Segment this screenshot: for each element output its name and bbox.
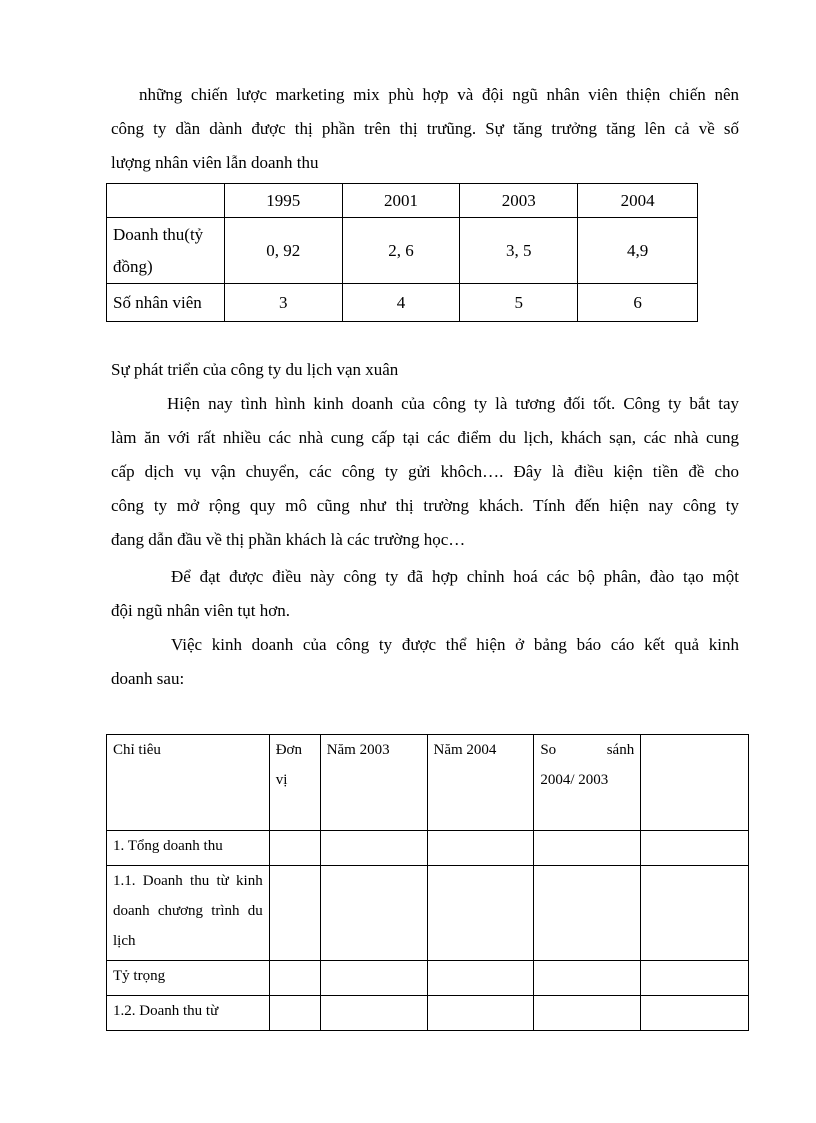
row-label: Doanh thu(tỷ đồng)	[107, 218, 225, 284]
table-row	[107, 866, 749, 961]
col-header-don-vi: Đơn vị	[269, 735, 320, 831]
col-header-nam-2004: Năm 2004	[427, 735, 534, 831]
table-cell: 4	[342, 284, 460, 322]
table-header-row	[107, 184, 698, 218]
col-header-nam-2003: Năm 2003	[320, 735, 427, 831]
para1-line-2: làm ăn với rất nhiều các nhà cung cấp tại các điểm du lịch, khách sạn, các nhà cung	[111, 428, 739, 447]
table-cell: 2, 6	[342, 218, 460, 284]
table-cell: 6	[578, 284, 698, 322]
table-cell: 0, 92	[224, 218, 342, 284]
table-cell: 5	[460, 284, 578, 322]
table-row	[107, 218, 698, 284]
table-row	[107, 996, 749, 1031]
table-row	[107, 961, 749, 996]
year-header: 2004	[578, 184, 698, 218]
table-cell: 3, 5	[460, 218, 578, 284]
table-cell	[107, 184, 225, 218]
table-row	[107, 284, 698, 322]
col-header-chi-tieu: Chỉ tiêu	[107, 735, 270, 831]
para1-line-3: cấp dịch vụ vận chuyển, các công ty gửi khôch…. Đây là điều kiện tiền đề cho	[111, 462, 739, 481]
para2-line-2: đội ngũ nhân viên tụt hơn.	[111, 601, 290, 620]
para1-line-5: đang dẫn đầu về thị phần khách là các trường học…	[111, 530, 466, 549]
section-title: Sự phát triển của công ty du lịch vạn xuân	[111, 360, 399, 379]
intro-line-1: những chiến lược marketing mix phù hợp và đội ngũ nhân viên thiện chiến nên	[139, 85, 739, 104]
table-header-row	[107, 735, 749, 831]
table-cell: 3	[224, 284, 342, 322]
para3-line-2: doanh sau:	[111, 669, 185, 688]
year-header: 2003	[460, 184, 578, 218]
row-label: 1.1. Doanh thu từ kinh doanh chương trình du lịch	[107, 866, 270, 961]
para1-line-1: Hiện nay tình hình kinh doanh của công ty là tương đối tốt. Công ty bắt tay	[167, 394, 739, 413]
para1-line-4: công ty mở rộng quy mô cũng như thị trường khách. Tính đến hiện nay công ty	[111, 496, 739, 515]
col-header-so-sanh: So sánh 2004/ 2003	[534, 735, 641, 831]
table-cell	[641, 735, 749, 831]
para2-line-1: Để đạt được điều này công ty đã hợp chỉnh hoá các bộ phân, đào tạo một	[171, 567, 739, 586]
intro-line-2: công ty dần dành được thị phần trên thị trưũng. Sự tăng trưởng tăng lên cả về số	[111, 119, 739, 138]
row-label: Tỷ trọng	[107, 961, 270, 996]
table-cell: 4,9	[578, 218, 698, 284]
para3-line-1: Việc kinh doanh của công ty được thể hiện ở bảng báo cáo kết quả kinh	[171, 635, 739, 654]
year-header: 1995	[224, 184, 342, 218]
table-row	[107, 831, 749, 866]
row-label: 1.2. Doanh thu từ	[107, 996, 270, 1031]
row-label: Số nhân viên	[107, 284, 225, 322]
business-report-table	[106, 734, 749, 1031]
row-label: 1. Tổng doanh thu	[107, 831, 270, 866]
intro-line-3: lượng nhân viên lẫn doanh thu	[111, 153, 319, 172]
revenue-staff-table	[106, 183, 698, 322]
year-header: 2001	[342, 184, 460, 218]
